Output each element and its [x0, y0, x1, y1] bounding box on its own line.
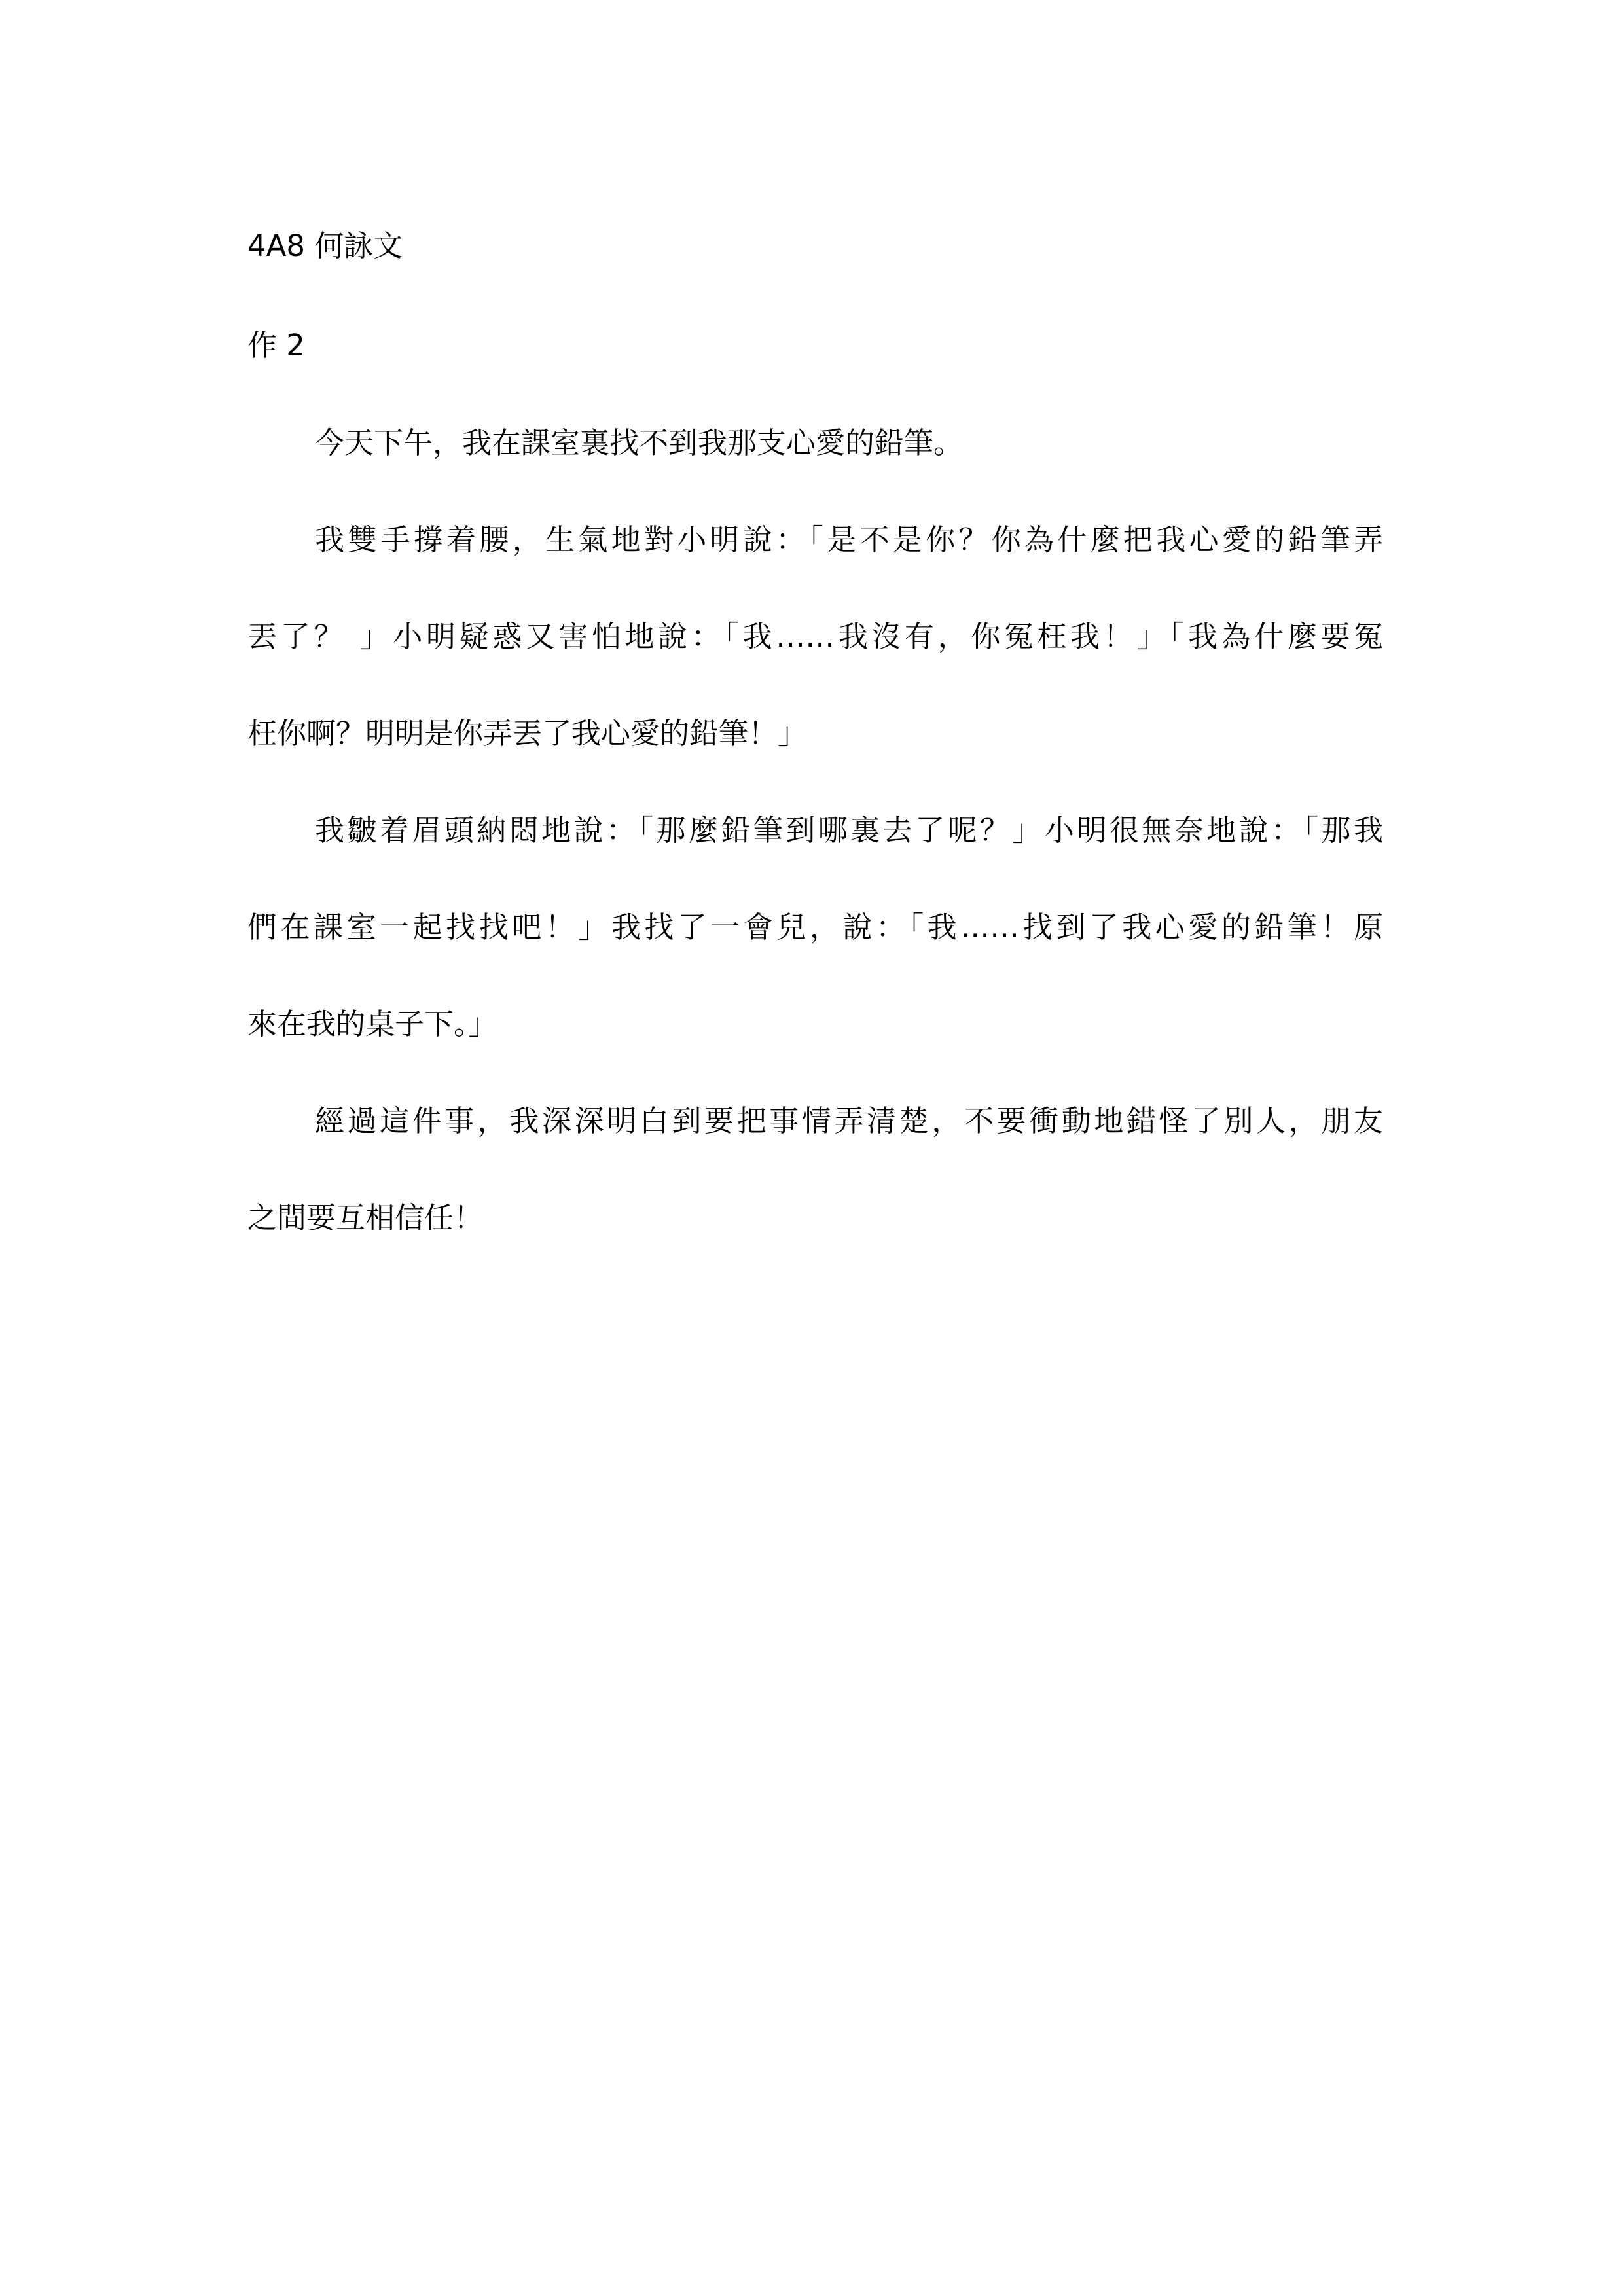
essay-title: 作 2 [247, 328, 305, 363]
paragraph-2-line-1: 我雙手撐着腰，生氣地對小明說：「是不是你？你為什麼把我心愛的鉛筆弄 [315, 522, 1383, 557]
paragraph-2-line-2: 丟了？ 」小明疑惑又害怕地說：「我……我沒有，你冤枉我！」「我為什麼要冤 [247, 619, 1383, 654]
paragraph-2-line-3: 枉你啊？明明是你弄丟了我心愛的鉛筆！」 [247, 716, 808, 751]
paragraph-4-line-1: 經過這件事，我深深明白到要把事情弄清楚，不要衝動地錯怪了別人，朋友 [315, 1103, 1383, 1138]
paragraph-1-line-1: 今天下午，我在課室裏找不到我那支心愛的鉛筆。 [315, 425, 964, 460]
paragraph-3-line-3: 來在我的桌子下。」 [247, 1007, 498, 1041]
student-name: 4A8 何詠文 [247, 228, 403, 263]
paragraph-4-line-2: 之間要互相信任！ [247, 1200, 484, 1235]
paragraph-3-line-1: 我皺着眉頭納悶地說：「那麼鉛筆到哪裏去了呢？」小明很無奈地說：「那我 [315, 813, 1383, 848]
paragraph-3-line-2: 們在課室一起找找吧！」我找了一會兒，說：「我……找到了我心愛的鉛筆！原 [247, 910, 1383, 944]
